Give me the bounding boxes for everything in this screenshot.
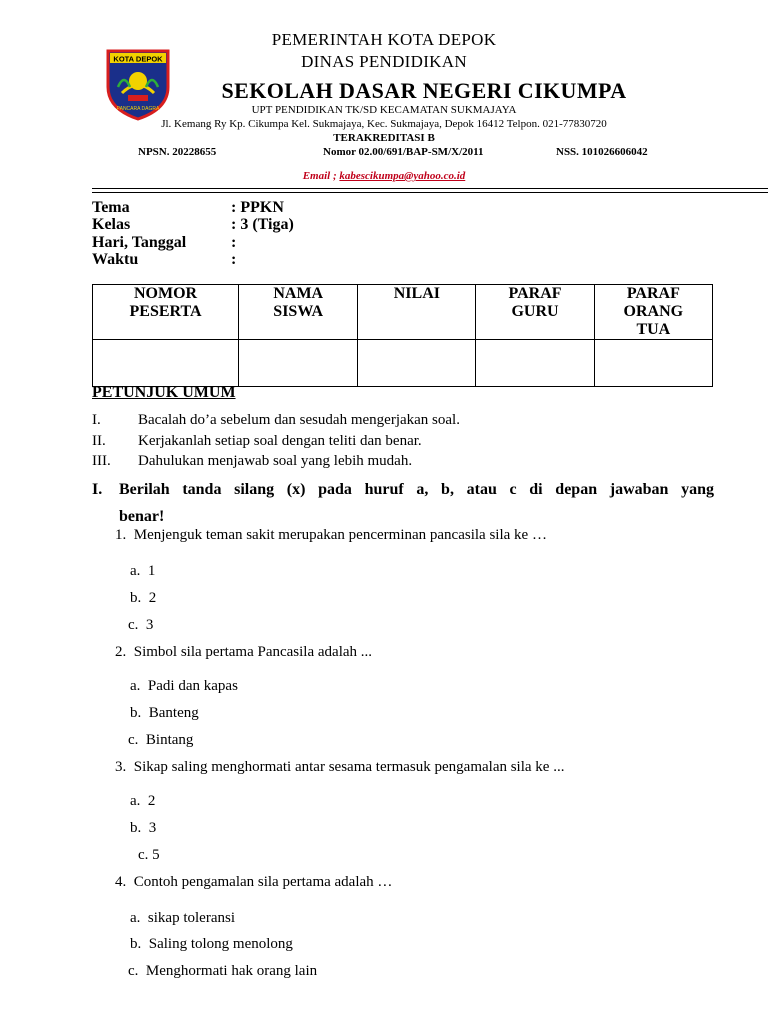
instruction-item: II. Kerjakanlah setiap soal dengan teliti dan benar.: [92, 433, 422, 449]
cell-paraf-guru[interactable]: [476, 340, 594, 387]
header-nama-siswa: NAMA SISWA: [239, 285, 358, 340]
header-paraf-orang-tua: PARAF ORANG TUA: [594, 285, 712, 340]
score-table: [92, 284, 713, 387]
option[interactable]: c. 3: [128, 617, 154, 633]
info-row-kelas: [0, 216, 768, 236]
option[interactable]: b. 3: [130, 820, 157, 836]
info-key: Kelas: [92, 216, 131, 233]
npsn: NPSN. 20228655: [138, 146, 217, 158]
option[interactable]: a. 1: [130, 563, 156, 579]
accreditation: TERAKREDITASI B: [333, 132, 435, 144]
cell-nomor-peserta[interactable]: [93, 340, 239, 387]
registration-number: Nomor 02.00/691/BAP-SM/X/2011: [323, 146, 484, 158]
option[interactable]: b. 2: [130, 590, 157, 606]
instruction-item: III. Dahulukan menjawab soal yang lebih mudah.: [92, 453, 413, 469]
option[interactable]: a. sikap toleransi: [130, 910, 235, 926]
option[interactable]: a. Padi dan kapas: [130, 678, 238, 694]
email-label: Email ;: [302, 170, 340, 182]
nss: NSS. 101026606042: [556, 146, 648, 158]
email-link[interactable]: kabescikumpa@yahoo.co.id: [339, 170, 466, 182]
instructions-title: PETUNJUK UMUM: [92, 384, 236, 401]
logo-bottom-text: PANCARA DAGRA: [116, 106, 160, 112]
question-4: 4. Contoh pengamalan sila pertama adalah …: [115, 874, 393, 890]
email-line: [0, 170, 768, 182]
info-key: Waktu: [92, 251, 139, 268]
cell-nilai[interactable]: [358, 340, 476, 387]
info-row-waktu: [0, 251, 768, 271]
header-nomor-peserta: NOMOR PESERTA: [93, 285, 239, 340]
header-paraf-guru: PARAF GURU: [476, 285, 594, 340]
info-key: Tema: [92, 199, 130, 216]
info-value: :: [231, 251, 237, 268]
header-nilai: NILAI: [358, 285, 476, 340]
cell-nama-siswa[interactable]: [239, 340, 358, 387]
department-name: DINAS PENDIDIKAN: [301, 52, 467, 71]
question-2: 2. Simbol sila pertama Pancasila adalah ...: [115, 644, 373, 660]
header-divider-bottom: [92, 192, 768, 193]
option[interactable]: a. 2: [130, 793, 156, 809]
info-value: : PPKN: [231, 199, 284, 216]
option[interactable]: c. Bintang: [128, 732, 194, 748]
info-value: :: [231, 234, 237, 251]
option[interactable]: c. 5: [138, 847, 160, 863]
question-1: 1. Menjenguk teman sakit merupakan pencerminan pancasila sila ke …: [115, 527, 547, 543]
option[interactable]: b. Saling tolong menolong: [130, 936, 293, 952]
cell-paraf-orang-tua[interactable]: [594, 340, 712, 387]
school-address: Jl. Kemang Ry Kp. Cikumpa Kel. Sukmajaya, Kec. Sukmajaya, Depok 16412 Telpon. 021-77830720: [161, 118, 607, 130]
score-table-header: [93, 285, 713, 340]
score-table-row: [93, 340, 713, 387]
logo-top-text: KOTA DEPOK: [113, 54, 163, 64]
section-heading: I. Berilah tanda silang (x) pada huruf a, b, atau c di depan jawaban yang benar!: [92, 481, 714, 525]
info-key: Hari, Tanggal: [92, 234, 187, 251]
question-3: 3. Sikap saling menghormati antar sesama termasuk pengamalan sila ke ...: [115, 759, 565, 775]
option[interactable]: b. Banteng: [130, 705, 199, 721]
upt-name: UPT PENDIDIKAN TK/SD KECAMATAN SUKMAJAYA: [251, 104, 517, 116]
government-name: PEMERINTAH KOTA DEPOK: [271, 30, 497, 49]
info-value: : 3 (Tiga): [231, 216, 294, 233]
header-divider-top: [92, 188, 768, 189]
instruction-item: I. Bacalah do’a sebelum dan sesudah mengerjakan soal.: [92, 412, 460, 428]
school-name: SEKOLAH DASAR NEGERI CIKUMPA: [221, 78, 627, 103]
option[interactable]: c. Menghormati hak orang lain: [128, 963, 318, 979]
